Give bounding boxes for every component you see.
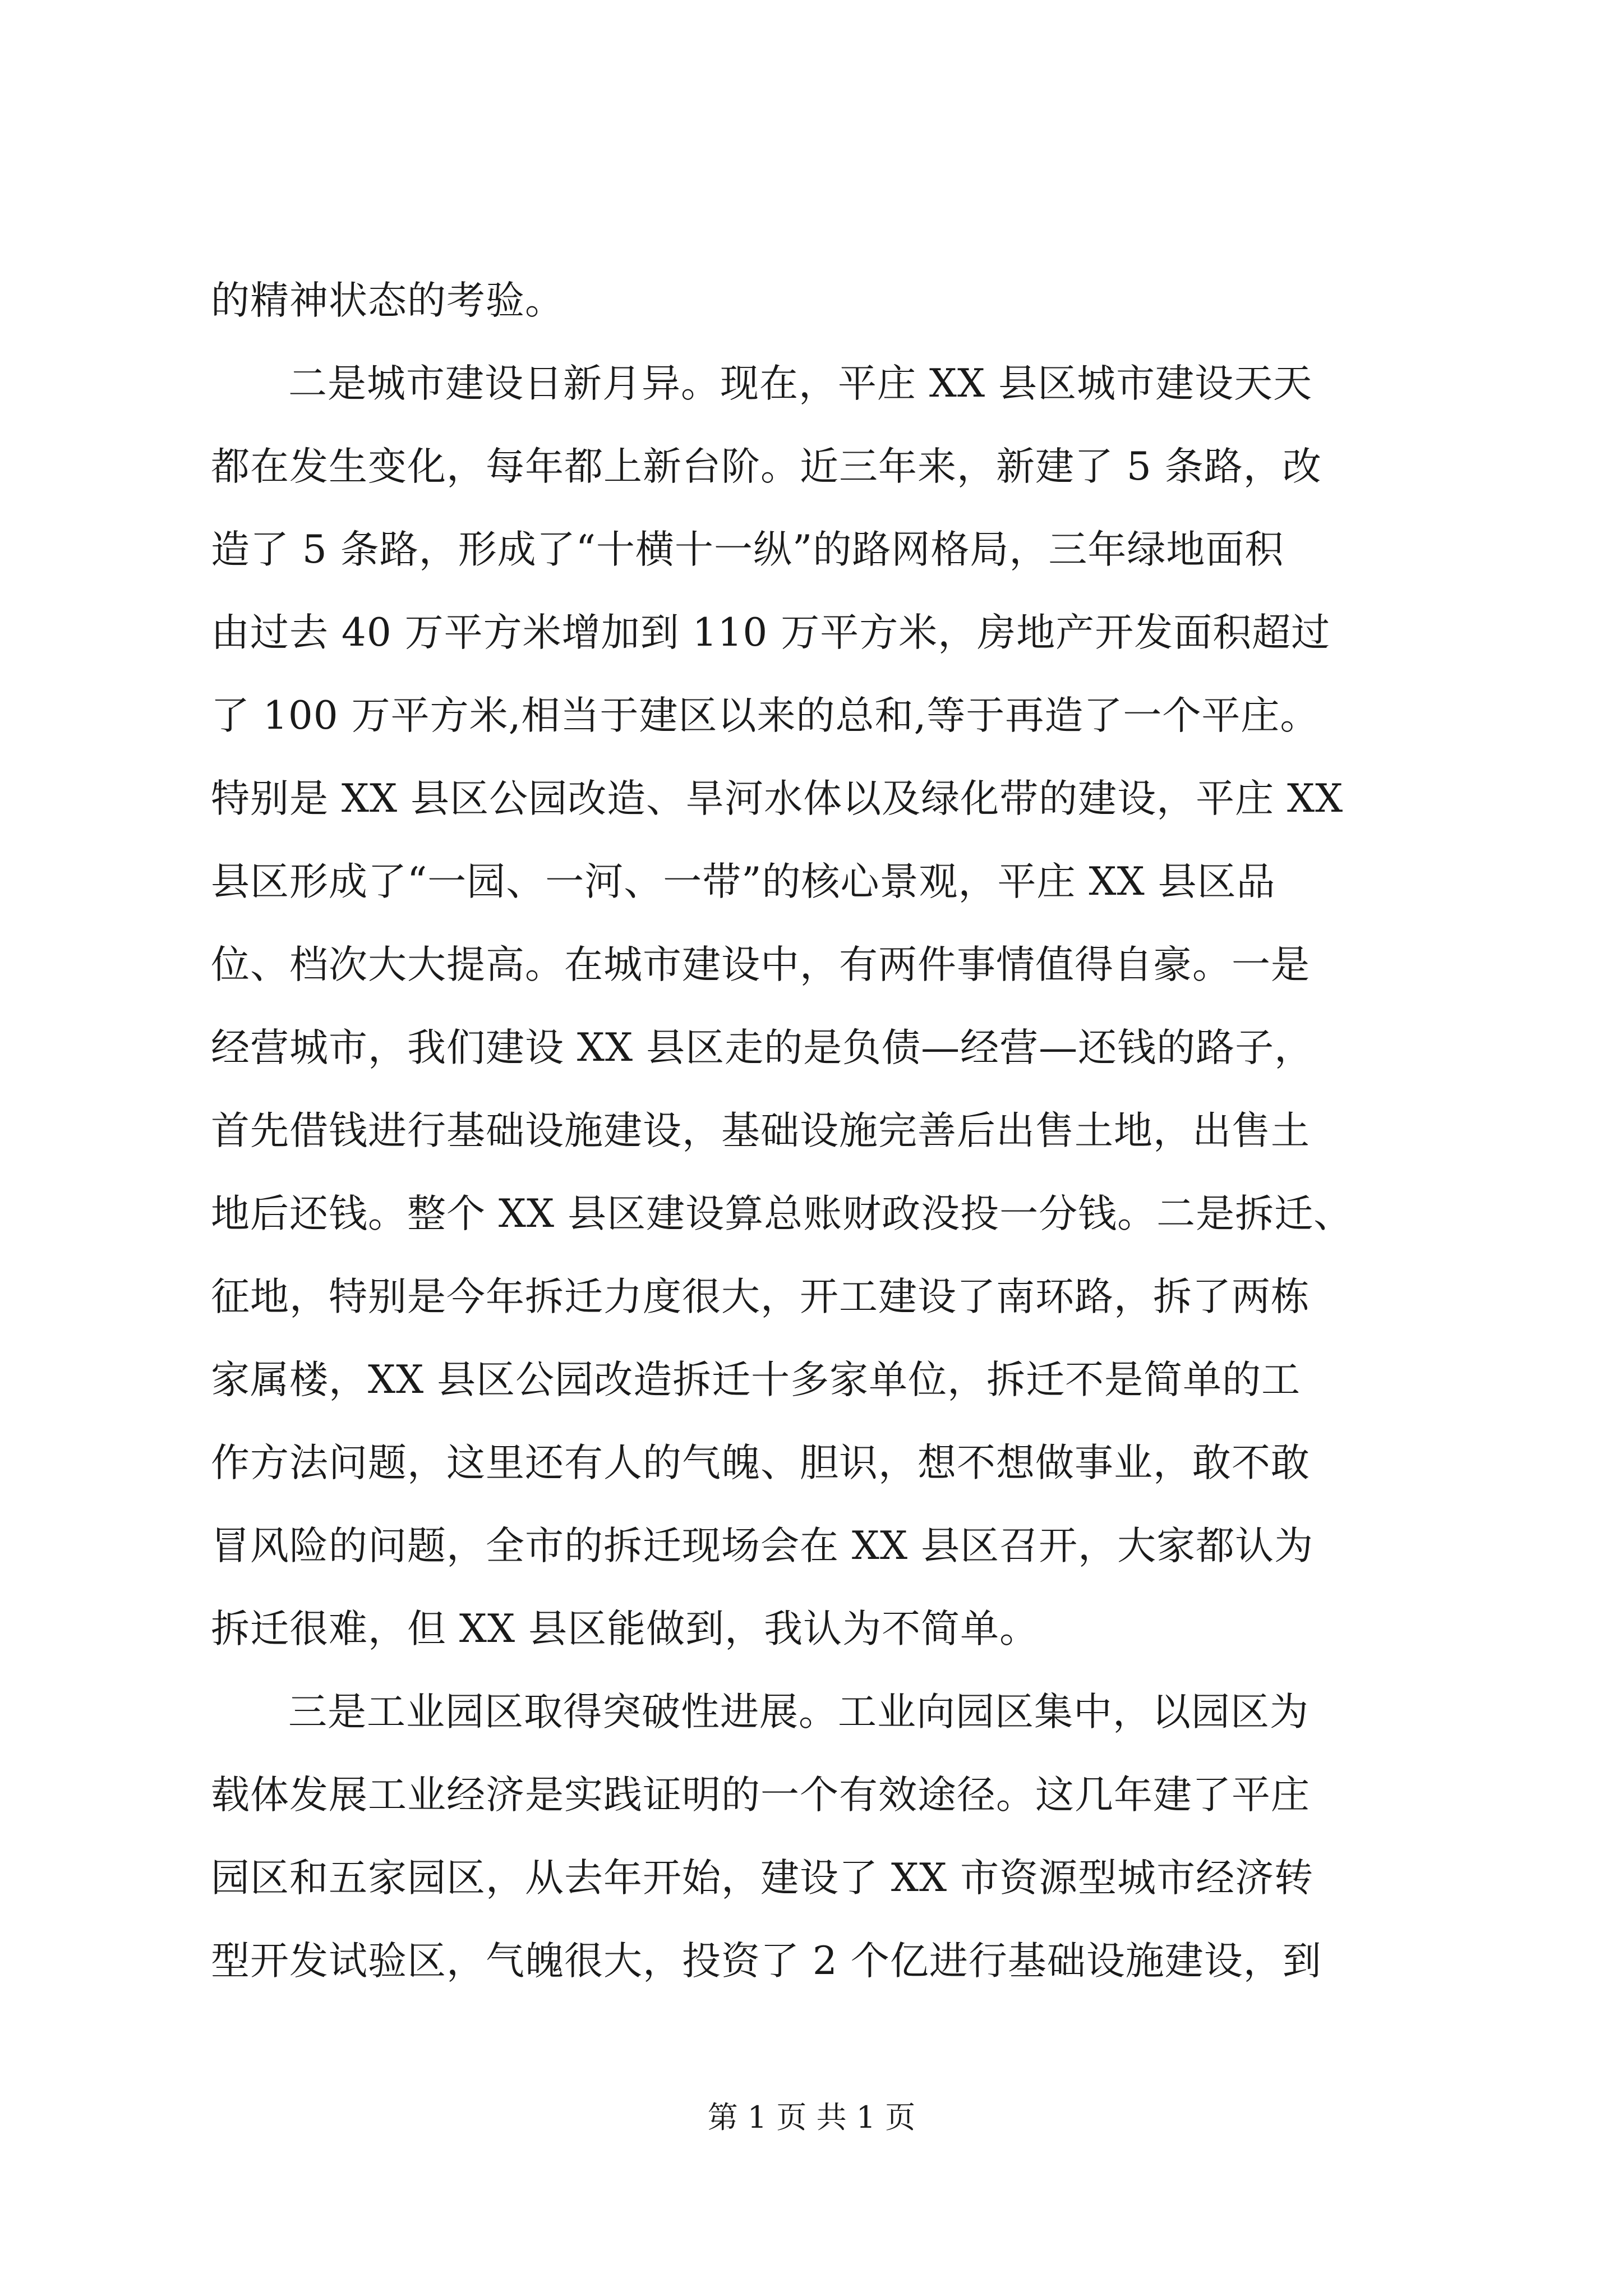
text-line: 型开发试验区，气魄很大，投资了 2 个亿进行基础设施建设，到 xyxy=(211,1939,1322,1984)
text-line: 作方法问题，这里还有人的气魄、胆识，想不想做事业，敢不敢 xyxy=(211,1441,1310,1485)
text-line: 县区形成了“一园、一河、一带”的核心景观，平庄 XX 县区品 xyxy=(211,859,1276,904)
page-footer xyxy=(0,2098,1623,2137)
text-line: 了 100 万平方米,相当于建区以来的总和,等于再造了一个平庄。 xyxy=(211,693,1320,738)
text-line: 家属楼，XX 县区公园改造拆迁十多家单位，拆迁不是简单的工 xyxy=(211,1358,1301,1402)
text-line: 经营城市，我们建设 XX 县区走的是负债—经营—还钱的路子， xyxy=(211,1025,1314,1070)
text-line: 由过去 40 万平方米增加到 110 万平方米，房地产开发面积超过 xyxy=(211,610,1331,655)
text-line: 都在发生变化，每年都上新台阶。近三年来，新建了 5 条路，改 xyxy=(211,444,1322,489)
paragraph-start-line: 三是工业园区取得突破性进展。工业向园区集中，以园区为 xyxy=(288,1690,1309,1734)
text-line: 征地，特别是今年拆迁力度很大，开工建设了南环路，拆了两栋 xyxy=(211,1274,1310,1319)
page-number-label: 第 1 页 共 1 页 xyxy=(707,2100,916,2135)
text-line: 首先借钱进行基础设施建设，基础设施完善后出售土地，出售土 xyxy=(211,1108,1310,1153)
text-line: 造了 5 条路，形成了“十横十一纵”的路网格局，三年绿地面积 xyxy=(211,527,1284,572)
text-line: 的精神状态的考验。 xyxy=(211,278,564,323)
text-line: 特别是 XX 县区公园改造、旱河水体以及绿化带的建设，平庄 XX xyxy=(211,776,1344,821)
document-body xyxy=(211,259,1422,2003)
paragraph-start-line: 二是城市建设日新月异。现在，平庄 XX 县区城市建设天天 xyxy=(288,361,1313,406)
text-line: 位、档次大大提高。在城市建设中，有两件事情值得自豪。一是 xyxy=(211,942,1310,987)
text-line: 地后还钱。整个 XX 县区建设算总账财政没投一分钱。二是拆迁、 xyxy=(211,1191,1353,1236)
text-line: 园区和五家园区，从去年开始，建设了 XX 市资源型城市经济转 xyxy=(211,1856,1314,1901)
text-line: 拆迁很难，但 XX 县区能做到，我认为不简单。 xyxy=(211,1607,1039,1651)
text-line: 冒风险的问题，全市的拆迁现场会在 XX 县区召开，大家都认为 xyxy=(211,1524,1314,1568)
text-line: 载体发展工业经济是实践证明的一个有效途径。这几年建了平庄 xyxy=(211,1773,1310,1818)
